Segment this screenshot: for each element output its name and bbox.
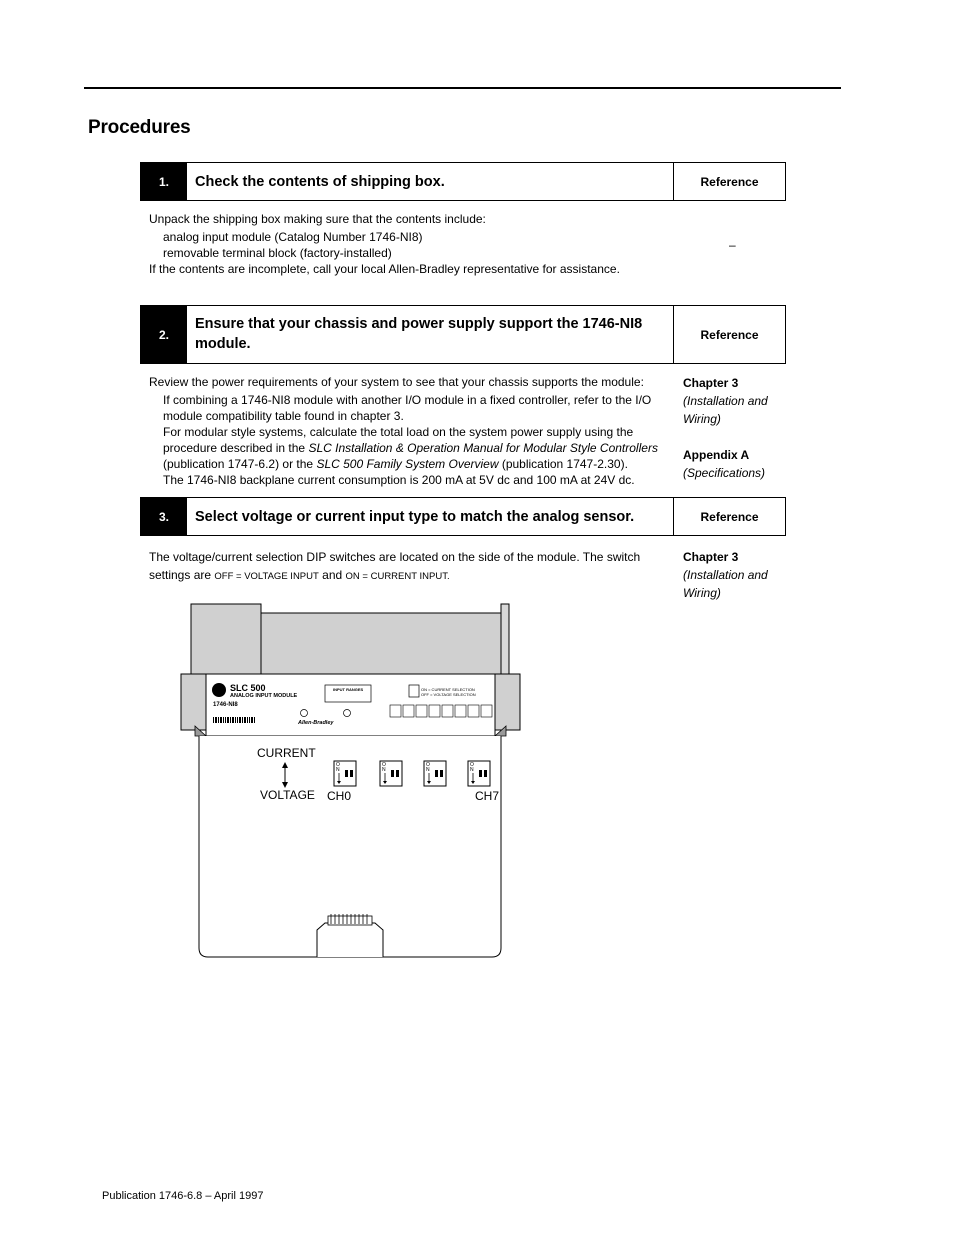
- step-3-body: The voltage/current selection DIP switches are located on the side of the module. The switch settings are OFF = VOLTAGE INPUT and ON = CURRENT INPUT.: [149, 550, 641, 582]
- step-1-item: removable terminal block (factory-installed): [163, 246, 392, 260]
- reference-header: Reference: [700, 174, 759, 189]
- step-3-references: Chapter 3 (Installation and Wiring): [683, 550, 768, 600]
- step-1-header: [140, 162, 786, 201]
- step-2-body: Review the power requirements of your system to see that your chassis supports the module: If combining a 1746-NI8 module with another I/O module in a fixed controller, refer to the I/O module compatibility table found in chapter 3. For modular style systems, calculate the total load on the system power supply using the procedure described in the SLC Installation & Operation Manual for Modular Style Controllers (publication 1747-6.2) or the SLC 500 Family System Overview (publication 1747-2.30). The 1746-NI8 backplane current consumption is 200 mA at 5V dc and 100 mA at 24V dc.: [149, 375, 658, 487]
- step-1-item: analog input module (Catalog Number 1746-NI8): [163, 230, 423, 244]
- on-current-label: ON = CURRENT SELECTION: [421, 687, 475, 692]
- off-voltage-label: OFF = VOLTAGE SELECTION: [421, 692, 476, 697]
- module-diagram: [175, 600, 525, 965]
- step-2-references: Chapter 3 (Installation and Wiring) Appendix A (Specifications): [683, 376, 768, 480]
- module-catalog: 1746-NI8: [213, 702, 238, 708]
- ch0-label: CH0: [327, 789, 352, 803]
- step-heading: Check the contents of shipping box.: [187, 163, 674, 200]
- switch-on-label: ON: [382, 762, 386, 773]
- page-title: Procedures: [88, 117, 191, 138]
- step-number: 3.: [141, 498, 187, 535]
- step-2-header: [140, 305, 786, 364]
- module-illustration: [175, 600, 525, 965]
- voltage-label: VOLTAGE: [260, 788, 315, 802]
- input-ranges-label: INPUT RANGES: [333, 687, 364, 692]
- step-1-reference: –: [729, 238, 736, 252]
- step-number: 1.: [141, 163, 187, 200]
- step-heading: Select voltage or current input type to match the analog sensor.: [187, 498, 674, 535]
- step-2-intro: Review the power requirements of your system to see that your chassis supports the module:: [149, 375, 644, 389]
- switch-on-label: ON: [470, 762, 474, 773]
- ch7-label: CH7: [475, 789, 500, 803]
- publication-footer: Publication 1746-6.8 – April 1997: [102, 1190, 264, 1202]
- module-maker: Allen-Bradley: [298, 720, 334, 726]
- module-subtitle: ANALOG INPUT MODULE: [230, 693, 298, 699]
- reference-header: Reference: [700, 509, 759, 524]
- current-label: CURRENT: [257, 746, 316, 760]
- step-1-body: [149, 211, 620, 277]
- reference-header: Reference: [700, 327, 759, 342]
- step-1-intro: Unpack the shipping box making sure that the contents include:: [149, 212, 486, 226]
- switch-on-label: ON: [336, 762, 340, 773]
- step-1-outro: If the contents are incomplete, call your local Allen-Bradley representative for assistance.: [149, 262, 620, 276]
- switch-on-label: ON: [426, 762, 430, 773]
- step-number: 2.: [141, 306, 187, 363]
- module-brand: SLC 500: [230, 683, 266, 693]
- header-rule: [84, 87, 841, 89]
- allen-bradley-logo: [212, 683, 226, 697]
- step-3-header: [140, 497, 786, 536]
- step-heading: Ensure that your chassis and power supply support the 1746-NI8 module.: [187, 306, 674, 363]
